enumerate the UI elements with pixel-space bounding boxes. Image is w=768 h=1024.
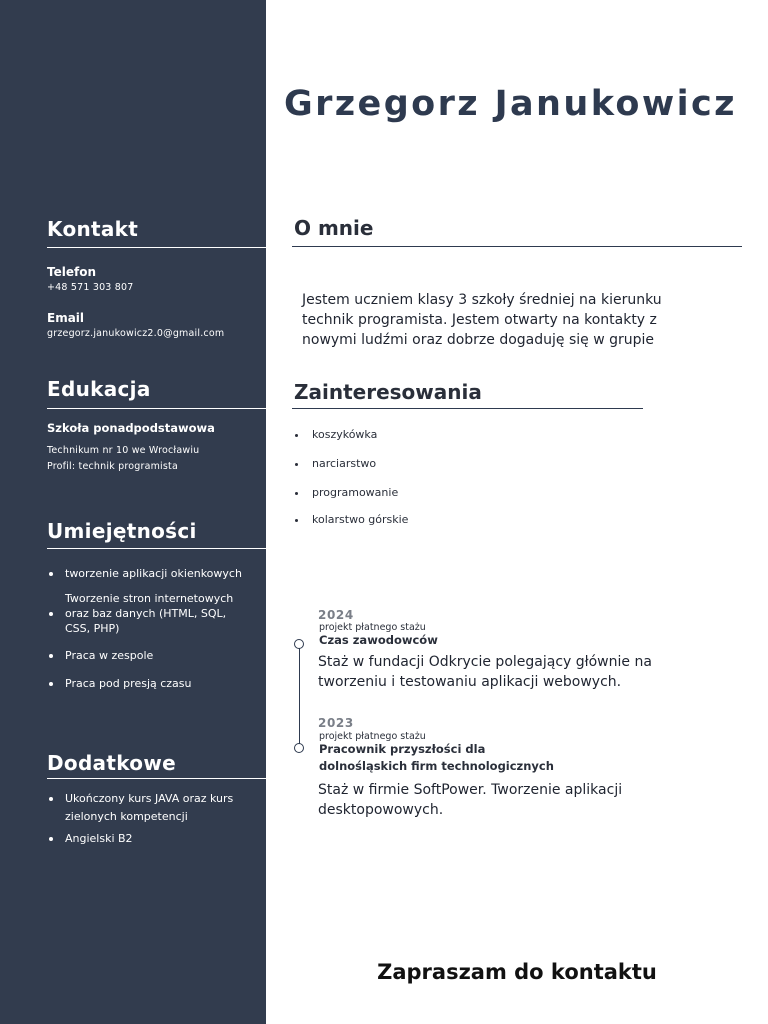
school-type: Szkoła ponadpodstawowa: [47, 421, 215, 435]
call-to-action: Zapraszam do kontaktu: [377, 960, 657, 984]
school-name: Technikum nr 10 we Wrocławiu: [47, 445, 200, 456]
bullet-icon: [49, 682, 53, 686]
phone-value: +48 571 303 807: [47, 282, 134, 293]
skill-text: tworzenie aplikacji okienkowych: [65, 567, 242, 580]
email-value[interactable]: grzegorz.janukowicz2.0@gmail.com: [47, 328, 225, 339]
skill-text: Praca w zespole: [65, 649, 154, 662]
list-item: [47, 566, 262, 581]
contact-heading: Kontakt: [47, 217, 139, 241]
timeline-line: [299, 644, 300, 748]
additional-divider: [47, 778, 266, 779]
list-item: [47, 591, 252, 636]
email-label: Email: [47, 311, 85, 325]
experience-year: 2023: [318, 716, 354, 730]
sidebar: [0, 0, 266, 1024]
skills-divider: [47, 548, 266, 549]
phone-label: Telefon: [47, 265, 96, 279]
bullet-icon: [295, 463, 298, 466]
interest-text: programowanie: [312, 486, 399, 499]
experience-year: 2024: [318, 608, 354, 622]
bullet-icon: [49, 837, 53, 841]
timeline-dot-icon: [294, 639, 304, 649]
bullet-icon: [49, 797, 53, 801]
skill-text: Tworzenie stron internetowych oraz baz danych (HTML, SQL, CSS, PHP): [65, 592, 234, 635]
contact-divider: [47, 247, 266, 248]
experience-title: Pracownik przyszłości dla: [319, 742, 486, 756]
interest-text: kolarstwo górskie: [312, 513, 409, 526]
list-item: [294, 428, 377, 441]
education-heading: Edukacja: [47, 377, 151, 401]
about-text: Jestem uczniem klasy 3 szkoły średniej na kierunku technik programista. Jestem otwarty na kontakty z nowymi ludźmi oraz dobrze dogaduję się w grupie: [302, 292, 662, 348]
bullet-icon: [49, 654, 53, 658]
list-item: [47, 790, 259, 826]
school-profile: Profil: technik programista: [47, 461, 178, 472]
bullet-icon: [295, 434, 298, 437]
bullet-icon: [295, 492, 298, 495]
list-item: [47, 676, 262, 691]
about-heading: O mnie: [294, 216, 374, 240]
list-item: [294, 486, 398, 499]
person-name: Grzegorz Janukowicz: [284, 84, 737, 124]
skill-text: Praca pod presją czasu: [65, 677, 192, 690]
additional-text: Angielski B2: [65, 832, 133, 845]
about-divider: [292, 246, 742, 247]
interests-heading: Zainteresowania: [294, 380, 482, 404]
list-item: [294, 513, 408, 526]
list-item: [294, 457, 376, 470]
additional-text: Ukończony kurs JAVA oraz kurs zielonych kompetencji: [65, 792, 234, 823]
experience-description: Staż w firmie SoftPower. Tworzenie aplikacji desktopowowych.: [318, 782, 623, 818]
list-item: [47, 831, 262, 846]
bullet-icon: [295, 519, 298, 522]
experience-title: dolnośląskich firm technologicznych: [319, 759, 554, 773]
skills-heading: Umiejętności: [47, 519, 197, 543]
experience-type: projekt płatnego stażu: [319, 622, 426, 633]
experience-description: Staż w fundacji Odkrycie polegający głównie na tworzeniu i testowaniu aplikacji webowych.: [318, 654, 652, 690]
interest-text: koszykówka: [312, 428, 378, 441]
timeline-dot-icon: [294, 743, 304, 753]
education-divider: [47, 408, 266, 409]
list-item: [47, 648, 262, 663]
bullet-icon: [49, 572, 53, 576]
bullet-icon: [49, 612, 53, 616]
additional-heading: Dodatkowe: [47, 751, 176, 775]
experience-title: Czas zawodowców: [319, 633, 438, 647]
interest-text: narciarstwo: [312, 457, 377, 470]
interests-divider: [292, 408, 643, 409]
experience-type: projekt płatnego stażu: [319, 731, 426, 742]
